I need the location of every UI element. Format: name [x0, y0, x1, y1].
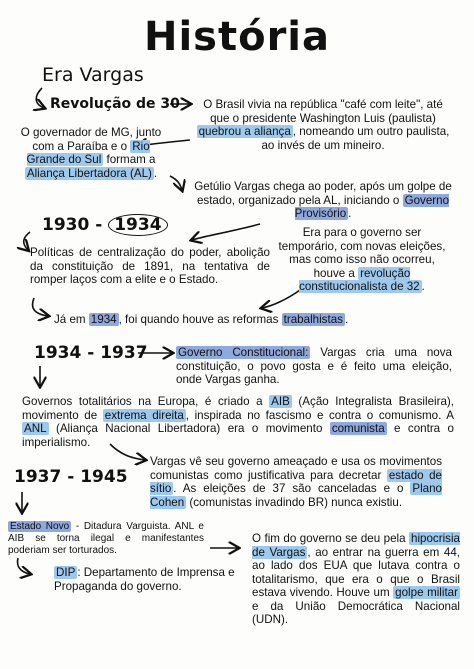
p8-highlight-comunista: comunista [331, 422, 385, 435]
p9-block [150, 455, 442, 509]
p12-highlight-hipocrisia: hipocrisia de Vargas [252, 532, 460, 559]
p1-text-b: , nomeando um outro paulista, ao invés de um mineiro. [261, 125, 450, 152]
p8-block [22, 395, 454, 449]
p2-highlight-al: Aliança Libertadora (AL) [26, 166, 152, 180]
p3-text-b: . [348, 207, 352, 220]
p12-highlight-golpe: golpe militar [395, 586, 458, 599]
p8-text-e: e contra o imperialismo. [22, 422, 454, 449]
p6-text-c: . [344, 313, 349, 326]
p12-text-a: O fim do governo se deu pela [252, 532, 410, 545]
p4-block [272, 226, 452, 294]
p3-block [184, 180, 462, 221]
year-1930-1934 [42, 214, 168, 236]
p12-text-c: e da União Democrática Nacional (UDN). [252, 599, 460, 626]
arrow-p2-to-p3 [170, 176, 182, 190]
page-title: História [143, 14, 331, 60]
p12-text-b: , ao entrar na guerra em 44, ao lado dos EUA que lutava contra o totalitarismo, que era o que o Brasil estava vivendo. Houve um [252, 545, 460, 599]
p8-text-d: (Aliança Nacional Libertadora) era o movimento [48, 422, 330, 435]
p2-text-a: O governador de MG, junto com a Paraíba e o [20, 126, 162, 153]
p4-text-b: . [421, 280, 425, 293]
p3-highlight: Governo Provisório [294, 193, 450, 220]
p6-text-a: Já em [54, 313, 89, 326]
p4-highlight: revolução constitucionalista de 32 [299, 266, 420, 293]
year-1934-circled: 1934 [108, 214, 167, 236]
p2-text-b: formam a [103, 153, 156, 166]
p9-highlight-sitio: estado de sítio [150, 468, 442, 495]
p4-text-a: Era para o governo ser temporário, com novas eleições, mas como isso não ocorreu, houve a [278, 226, 446, 280]
p9-text-a: Vargas vê seu governo ameaçado e usa os movimentos comunistas como justificativa para decretar [150, 455, 442, 482]
p11-block [54, 566, 254, 593]
p9-highlight-cohen: Plano Cohen [150, 482, 442, 509]
era-heading: Era Vargas [42, 64, 144, 86]
p7-block [176, 346, 452, 387]
p8-text-b: (Ação Integralista Brasileira), movimento de [22, 395, 454, 422]
arrow-p10-to-p11 [18, 558, 31, 574]
p8-text-c: , inspirada no fascismo e contra o comunismo. A [185, 408, 454, 422]
p7-highlight: Governo Constitucional: [178, 346, 309, 359]
p9-text-c: (comunistas invadindo BR) nunca existiu. [186, 495, 403, 509]
arrow-p3-to-1930 [192, 224, 260, 240]
p3-text-a: Getúlio Vargas chega ao poder, após um golpe de estado, organizado pela AL, iniciando o [194, 180, 452, 207]
p2-text-c: . [153, 166, 158, 180]
arrow-p5-to-p6 [33, 298, 48, 316]
p2-block [18, 126, 164, 180]
p10-highlight: Estado Novo [10, 521, 70, 532]
p1-block [192, 98, 454, 152]
revolucao-30-label: Revolução de 30 [50, 96, 180, 112]
p9-text-b: . As eleições de 37 são canceladas e o [173, 482, 411, 495]
p6-block [54, 313, 434, 327]
p8-highlight-aib: AIB [271, 395, 290, 408]
year-1934-1937: 1934 - 1937 [34, 343, 148, 363]
p6-highlight-trabalhistas: trabalhistas [283, 313, 343, 326]
p2-highlight-rs: Rio Grande do Sul [26, 139, 150, 166]
arrow-era-to-rev30 [36, 88, 44, 108]
p11-highlight: DIP [56, 566, 76, 579]
p7-text-a: Vargas cria uma nova constituição, o povo gosta e é feito uma eleição, onde Vargas ganha. [176, 346, 452, 386]
p1-text-a: O Brasil vivia na república "café com leite", até que o presidente Washington Luis (paulista) [203, 98, 443, 125]
p8-highlight-anl: ANL [24, 422, 47, 435]
p10-block [8, 521, 204, 557]
p6-text-b: , foi quando houve as reformas [118, 313, 282, 326]
p10-text-a: - Ditadura Varguista. ANL e AIB se torna ilegal e manifestantes poderiam ser torturados. [8, 521, 204, 556]
p8-highlight-extrema: extrema direita [104, 408, 184, 422]
p11-text-a: : Departamento de Imprensa e Propaganda do governo. [54, 566, 235, 593]
p1-highlight: quebrou a aliança [198, 125, 291, 138]
year-1930-label: 1930 - [42, 215, 109, 235]
p12-block [252, 532, 460, 627]
p5-block: Políticas de centralização do poder, abolição da constituição de 1891, na tentativa de romper laços com a elite e o Estado. [30, 246, 270, 286]
year-1937-1945: 1937 - 1945 [14, 467, 128, 487]
p8-text-a: Governos totalitários na Europa, é criado a [22, 395, 270, 408]
p6-highlight-1934: 1934 [90, 313, 117, 326]
